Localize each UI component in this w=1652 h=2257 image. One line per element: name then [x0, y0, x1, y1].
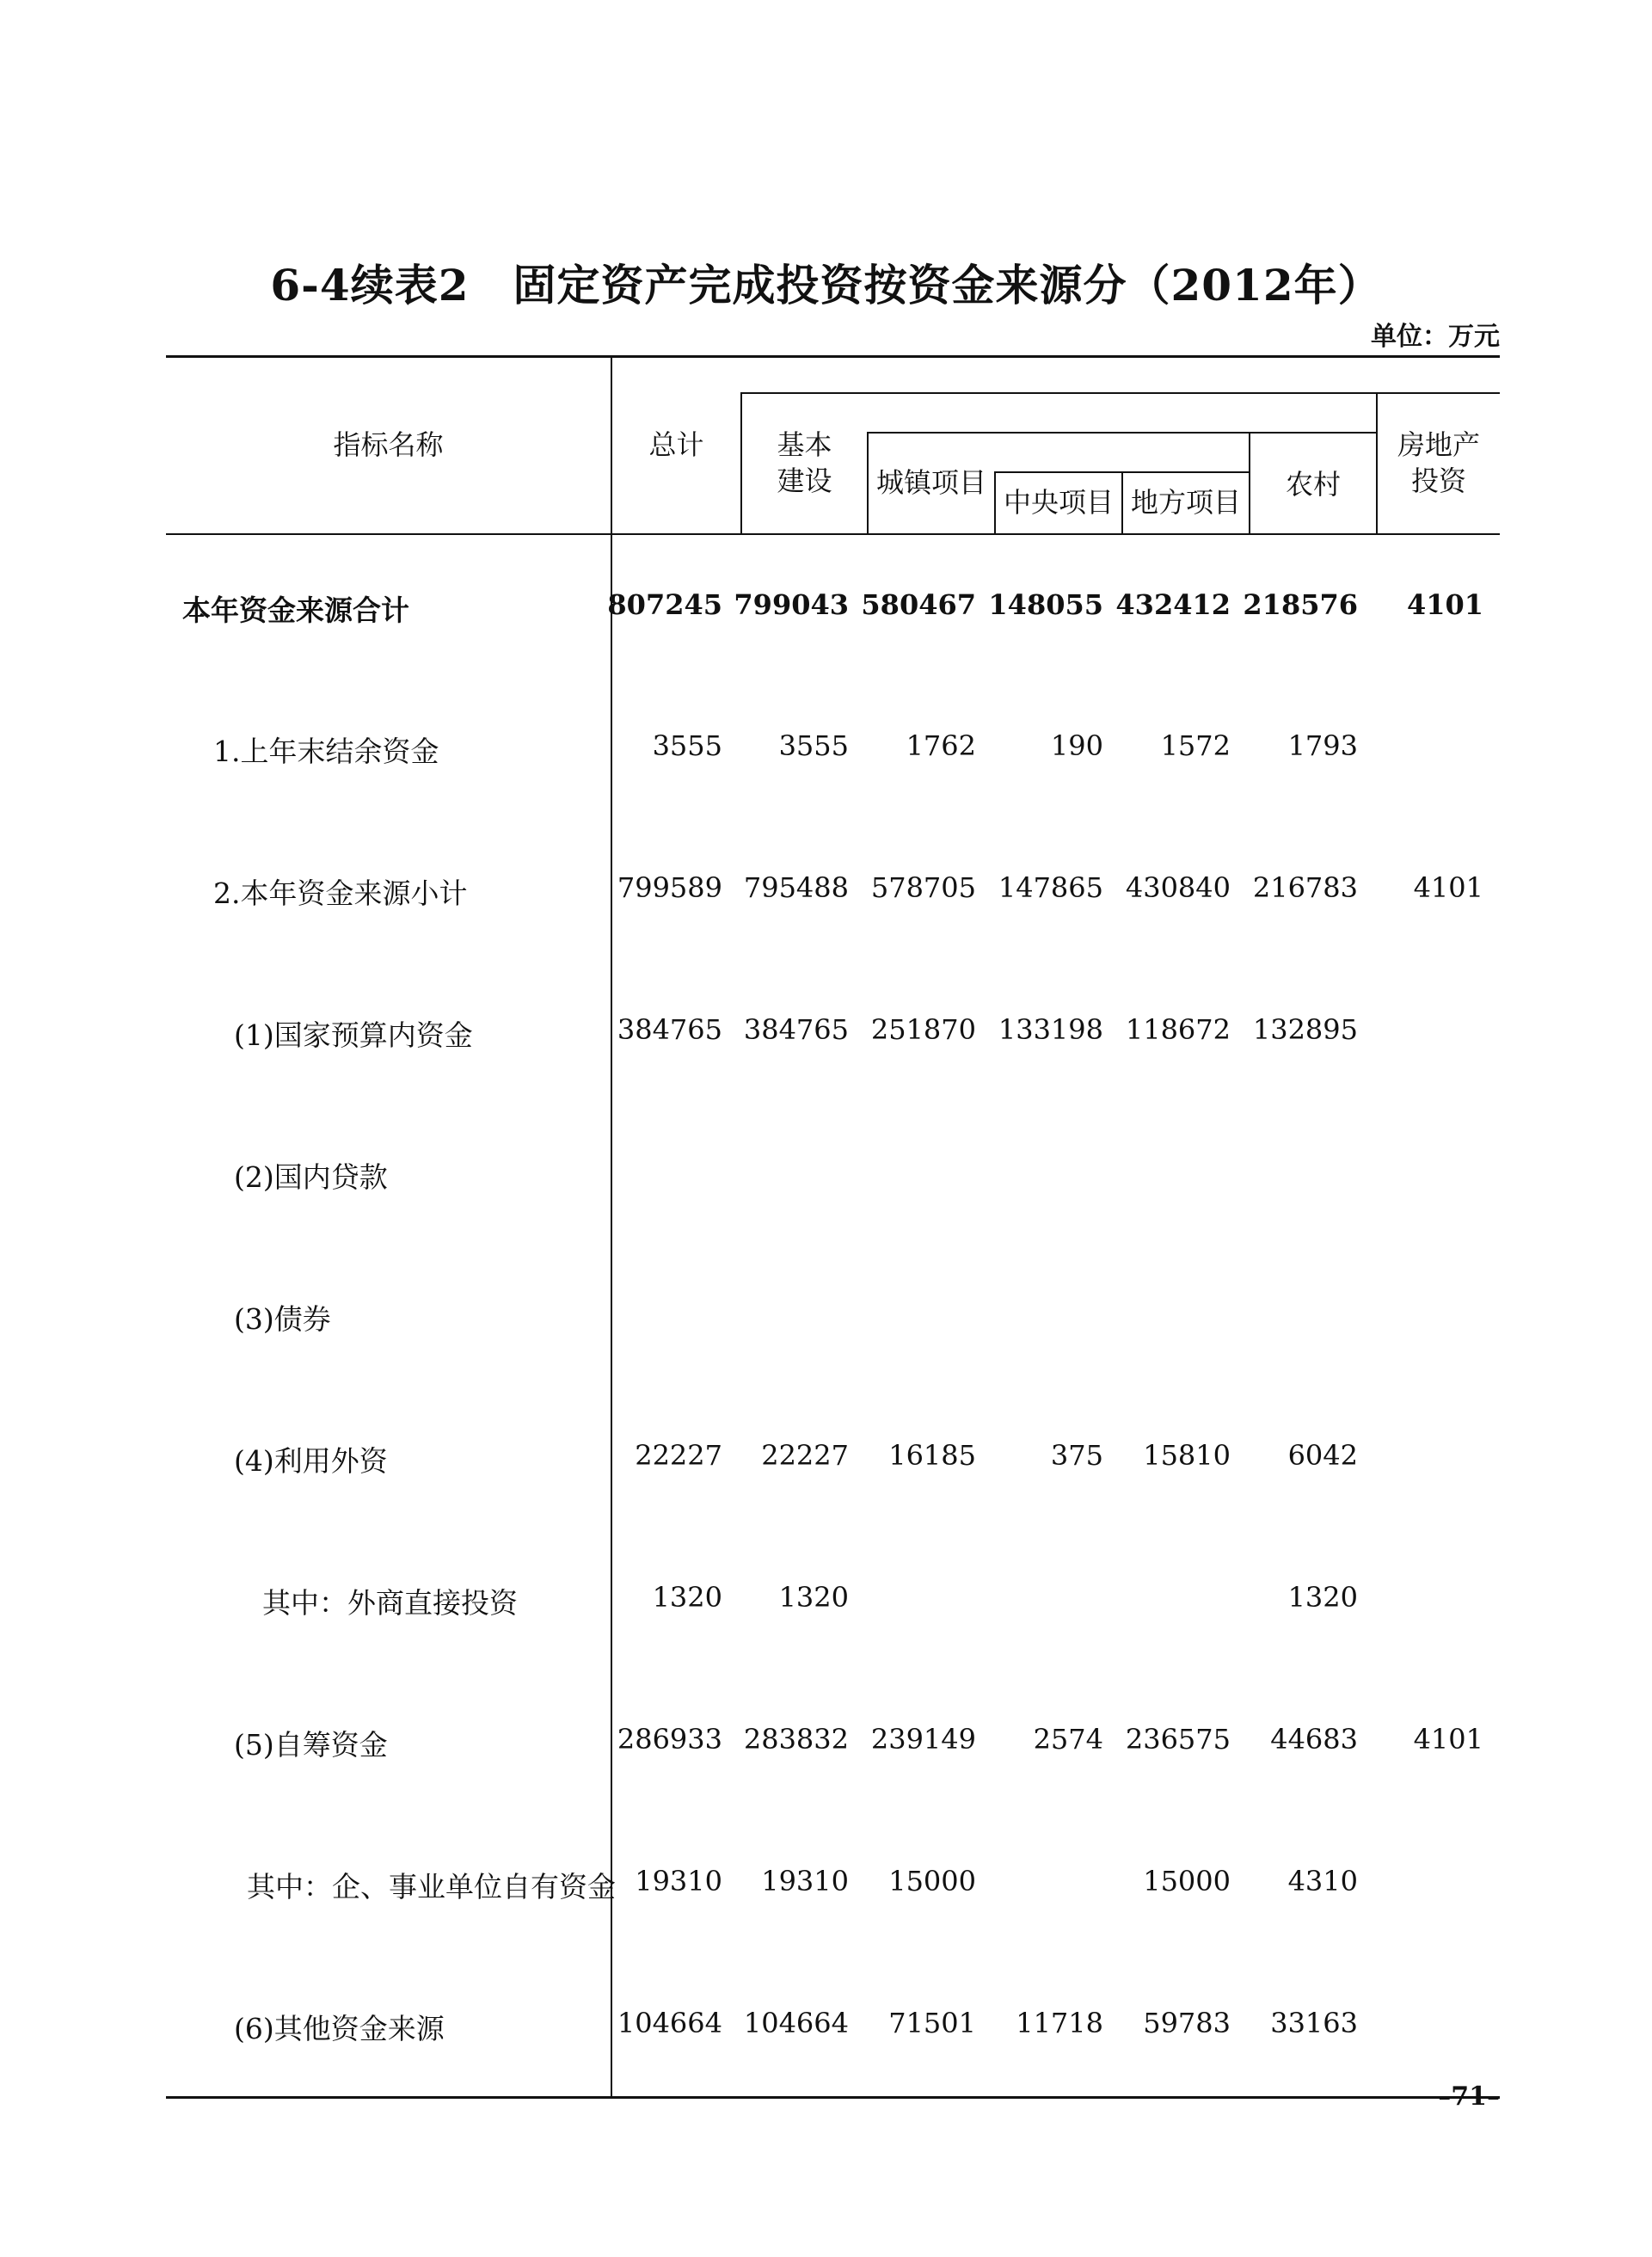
cell-rural: 132895 [1252, 1013, 1358, 1046]
cell-basic: 283832 [743, 1723, 849, 1756]
header-realestate-2: 投资 [1410, 464, 1466, 497]
cell-rural: 4310 [1287, 1865, 1358, 1897]
cell-basic: 1320 [778, 1581, 849, 1614]
cell-central: 148055 [988, 588, 1103, 621]
cell-basic: 799043 [734, 588, 849, 621]
header-indicator: 指标名称 [333, 428, 444, 461]
unit-label: 单位：万元 [1371, 322, 1500, 352]
cell-total: 1320 [652, 1581, 722, 1614]
cell-central: 190 [1050, 729, 1103, 762]
cell-total: 104664 [617, 2007, 722, 2039]
cell-local: 15810 [1143, 1439, 1231, 1472]
row-label: 本年资金来源合计 [182, 593, 409, 627]
row-label: (2)国内贷款 [234, 1160, 388, 1194]
cell-rural: 44683 [1270, 1723, 1358, 1756]
cell-central: 11718 [1016, 2007, 1103, 2039]
header-rural: 农村 [1285, 468, 1341, 501]
cell-basic: 384765 [743, 1013, 849, 1046]
cell-local: 1572 [1160, 729, 1231, 762]
cell-realestate: 4101 [1413, 1723, 1483, 1756]
cell-total: 19310 [635, 1865, 722, 1897]
cell-rural: 216783 [1252, 871, 1358, 904]
header-basic-2: 建设 [777, 464, 832, 497]
cell-local: 118672 [1125, 1013, 1231, 1046]
header-basic-1: 基本 [777, 428, 832, 461]
header-realestate-1: 房地产 [1397, 428, 1480, 461]
cell-urban: 578705 [870, 871, 976, 904]
row-label: 2.本年资金来源小计 [213, 876, 468, 910]
row-label: (4)利用外资 [234, 1444, 388, 1478]
cell-total: 3555 [652, 729, 722, 762]
header-bottom-rule [166, 533, 1500, 535]
cell-urban: 15000 [888, 1865, 976, 1897]
header-rule-level2 [867, 432, 1376, 434]
cell-central: 375 [1050, 1439, 1103, 1472]
cell-local: 432412 [1115, 588, 1231, 621]
cell-local: 236575 [1125, 1723, 1231, 1756]
cell-urban: 71501 [888, 2007, 976, 2039]
cell-local: 15000 [1143, 1865, 1231, 1897]
row-label: (3)债券 [234, 1302, 331, 1336]
header-central: 中央项目 [1003, 486, 1114, 519]
table-bottom-rule [166, 2096, 1500, 2099]
cell-central: 2574 [1033, 1723, 1103, 1756]
cell-urban: 239149 [870, 1723, 976, 1756]
cell-local: 59783 [1143, 2007, 1231, 2039]
page-number: –71– [1438, 2082, 1500, 2112]
cell-realestate: 4101 [1413, 871, 1483, 904]
cell-basic: 3555 [778, 729, 849, 762]
cell-rural: 6042 [1287, 1439, 1358, 1472]
table-top-rule [166, 355, 1500, 358]
header-local: 地方项目 [1130, 486, 1241, 519]
header-urban: 城镇项目 [875, 466, 986, 499]
page-title: 6-4续表2 固定资产完成投资按资金来源分（2012年） [270, 260, 1382, 311]
cell-central: 147865 [998, 871, 1103, 904]
cell-basic: 104664 [743, 2007, 849, 2039]
header-total: 总计 [648, 428, 704, 461]
cell-urban: 16185 [888, 1439, 976, 1472]
row-label: (6)其他资金来源 [234, 2012, 445, 2045]
row-label: (1)国家预算内资金 [234, 1018, 473, 1052]
cell-urban: 1762 [906, 729, 976, 762]
cell-local: 430840 [1125, 871, 1231, 904]
cell-total: 286933 [617, 1723, 722, 1756]
cell-realestate: 4101 [1406, 588, 1483, 621]
cell-urban: 580467 [861, 588, 976, 621]
cell-basic: 19310 [761, 1865, 849, 1897]
cell-total: 384765 [617, 1013, 722, 1046]
cell-central: 133198 [998, 1013, 1103, 1046]
cell-total: 22227 [635, 1439, 722, 1472]
cell-total: 807245 [607, 588, 722, 621]
cell-rural: 218576 [1243, 588, 1358, 621]
cell-rural: 1793 [1287, 729, 1358, 762]
cell-basic: 22227 [761, 1439, 849, 1472]
cell-urban: 251870 [870, 1013, 976, 1046]
row-label: (5)自筹资金 [234, 1728, 388, 1762]
row-label: 其中：企、事业单位自有资金 [247, 1870, 616, 1903]
header-rule-level1 [740, 392, 1500, 394]
cell-rural: 33163 [1270, 2007, 1358, 2039]
row-label: 1.上年末结余资金 [213, 735, 439, 768]
cell-rural: 1320 [1287, 1581, 1358, 1614]
row-label: 其中：外商直接投资 [262, 1586, 518, 1620]
cell-basic: 795488 [743, 871, 849, 904]
cell-total: 799589 [617, 871, 722, 904]
